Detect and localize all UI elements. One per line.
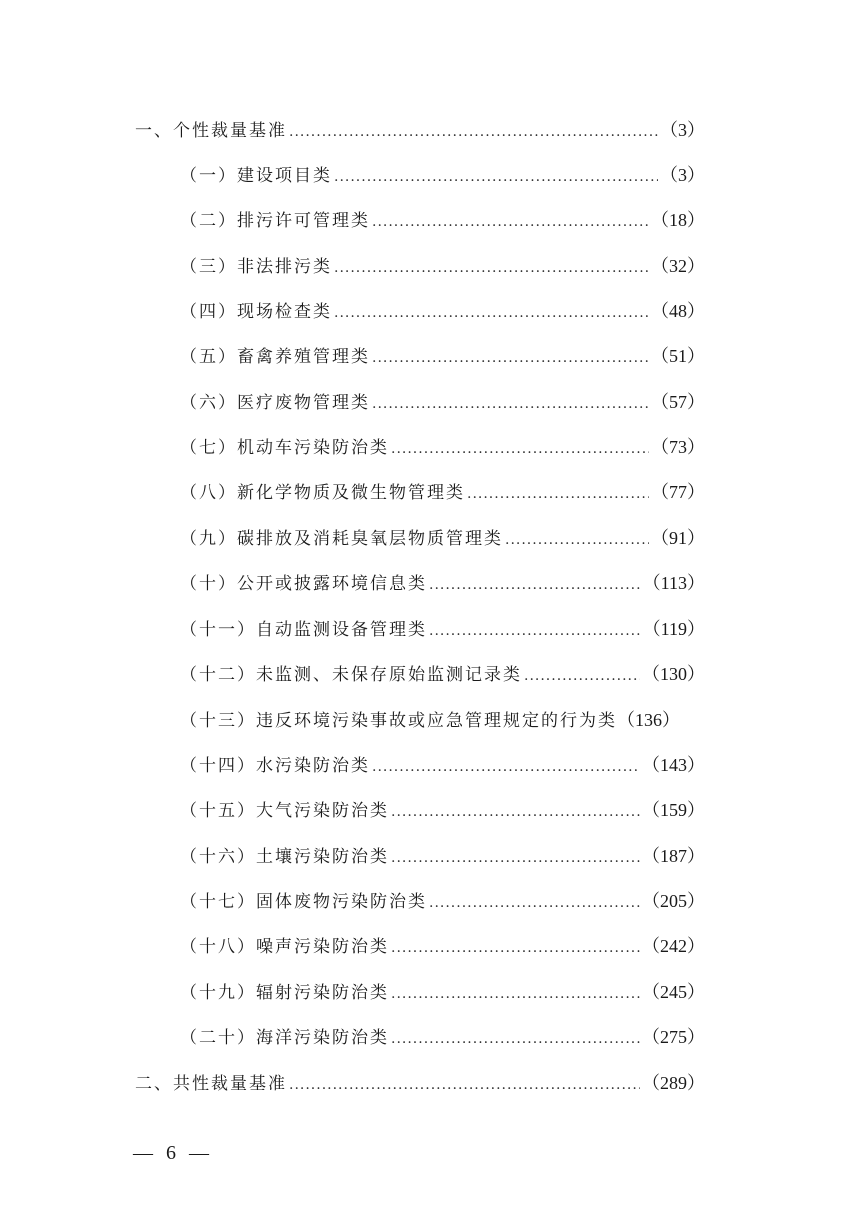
toc-entry-label: 一、个性裁量基准 bbox=[135, 121, 287, 141]
toc-entry-page: （113） bbox=[642, 573, 705, 593]
toc-entry[interactable] bbox=[135, 116, 705, 146]
toc-entry-label: （二十）海洋污染防治类 bbox=[180, 1028, 389, 1048]
toc-entry-page: （119） bbox=[642, 619, 705, 639]
toc-entry-label: （一）建设项目类 bbox=[180, 166, 332, 186]
toc-entry[interactable] bbox=[180, 706, 705, 736]
toc-entry-page: （51） bbox=[651, 346, 705, 366]
toc-entry-page: （242） bbox=[642, 936, 705, 956]
toc-entry-label: （二）排污许可管理类 bbox=[180, 211, 370, 231]
toc-entry[interactable] bbox=[180, 388, 705, 418]
toc-entry-page: （77） bbox=[651, 482, 705, 502]
toc-entry[interactable] bbox=[180, 478, 705, 508]
toc-entry-page: （159） bbox=[642, 800, 705, 820]
toc-entry-page: （3） bbox=[660, 165, 705, 185]
leader-dots bbox=[391, 441, 649, 457]
leader-dots bbox=[372, 214, 649, 230]
toc-entry-page: （275） bbox=[642, 1027, 705, 1047]
toc-entry-label: （十八）噪声污染防治类 bbox=[180, 937, 389, 957]
toc-entry-page: （130） bbox=[642, 664, 705, 684]
toc-entry[interactable] bbox=[180, 252, 705, 282]
toc-entry[interactable] bbox=[180, 569, 705, 599]
toc-entry-label: （十）公开或披露环境信息类 bbox=[180, 574, 427, 594]
leader-dots bbox=[372, 759, 640, 775]
toc-entry-label: （三）非法排污类 bbox=[180, 257, 332, 277]
toc-entry-label: （十七）固体废物污染防治类 bbox=[180, 892, 427, 912]
page-number: — 6 — bbox=[133, 1142, 213, 1164]
leader-dots bbox=[334, 305, 649, 321]
toc-entry-page: （136） bbox=[617, 710, 680, 730]
toc-entry-label: （九）碳排放及消耗臭氧层物质管理类 bbox=[180, 529, 503, 549]
toc-entry[interactable] bbox=[180, 660, 705, 690]
toc-entry-label: （六）医疗废物管理类 bbox=[180, 393, 370, 413]
toc-entry-label: （七）机动车污染防治类 bbox=[180, 438, 389, 458]
toc-entry[interactable] bbox=[180, 433, 705, 463]
toc-entry[interactable] bbox=[135, 1069, 705, 1099]
toc-entry[interactable] bbox=[180, 206, 705, 236]
toc-entry-label: （十九）辐射污染防治类 bbox=[180, 983, 389, 1003]
leader-dots bbox=[467, 486, 649, 502]
leader-dots bbox=[429, 895, 640, 911]
leader-dots bbox=[391, 804, 640, 820]
leader-dots bbox=[289, 124, 658, 140]
leader-dots bbox=[429, 623, 641, 639]
toc-entry[interactable] bbox=[180, 842, 705, 872]
toc-entry-page: （289） bbox=[642, 1073, 705, 1093]
toc-entry-page: （91） bbox=[651, 528, 705, 548]
leader-dots bbox=[289, 1077, 640, 1093]
toc-entry-page: （187） bbox=[642, 846, 705, 866]
toc-entry[interactable] bbox=[180, 615, 705, 645]
toc-entry[interactable] bbox=[180, 887, 705, 917]
toc-entry[interactable] bbox=[180, 524, 705, 554]
toc-entry[interactable] bbox=[180, 342, 705, 372]
toc-entry-label: （十五）大气污染防治类 bbox=[180, 801, 389, 821]
toc-entry[interactable] bbox=[180, 978, 705, 1008]
leader-dots bbox=[391, 850, 640, 866]
leader-dots bbox=[391, 1031, 640, 1047]
toc-entry-label: （八）新化学物质及微生物管理类 bbox=[180, 483, 465, 503]
toc-entry[interactable] bbox=[180, 932, 705, 962]
toc-entry-label: （四）现场检查类 bbox=[180, 302, 332, 322]
toc-entry[interactable] bbox=[180, 161, 705, 191]
leader-dots bbox=[391, 986, 640, 1002]
toc-entry[interactable] bbox=[180, 796, 705, 826]
toc-entry-page: （48） bbox=[651, 301, 705, 321]
toc-entry-label: （十六）土壤污染防治类 bbox=[180, 847, 389, 867]
leader-dots bbox=[524, 668, 640, 684]
toc-entry-page: （205） bbox=[642, 891, 705, 911]
toc-entry-page: （73） bbox=[651, 437, 705, 457]
toc-entry[interactable] bbox=[180, 1023, 705, 1053]
toc-entry-page: （245） bbox=[642, 982, 705, 1002]
toc-entry-page: （3） bbox=[660, 120, 705, 140]
toc-entry-label: （十二）未监测、未保存原始监测记录类 bbox=[180, 665, 522, 685]
toc-entry-label: （十四）水污染防治类 bbox=[180, 756, 370, 776]
toc-entry[interactable] bbox=[180, 751, 705, 781]
toc-entry[interactable] bbox=[180, 297, 705, 327]
leader-dots bbox=[505, 532, 649, 548]
toc-entry-label: （五）畜禽养殖管理类 bbox=[180, 347, 370, 367]
toc-entry-label: （十三）违反环境污染事故或应急管理规定的行为类 bbox=[180, 711, 617, 731]
leader-dots bbox=[334, 260, 649, 276]
toc-entry-page: （57） bbox=[651, 392, 705, 412]
toc-entry-label: 二、共性裁量基准 bbox=[135, 1074, 287, 1094]
leader-dots bbox=[334, 169, 658, 185]
leader-dots bbox=[372, 396, 649, 412]
leader-dots bbox=[391, 940, 640, 956]
leader-dots bbox=[372, 350, 649, 366]
toc-entry-page: （32） bbox=[651, 256, 705, 276]
leader-dots bbox=[429, 577, 641, 593]
toc-entry-page: （143） bbox=[642, 755, 705, 775]
toc-entry-page: （18） bbox=[651, 210, 705, 230]
toc-entry-label: （十一）自动监测设备管理类 bbox=[180, 620, 427, 640]
